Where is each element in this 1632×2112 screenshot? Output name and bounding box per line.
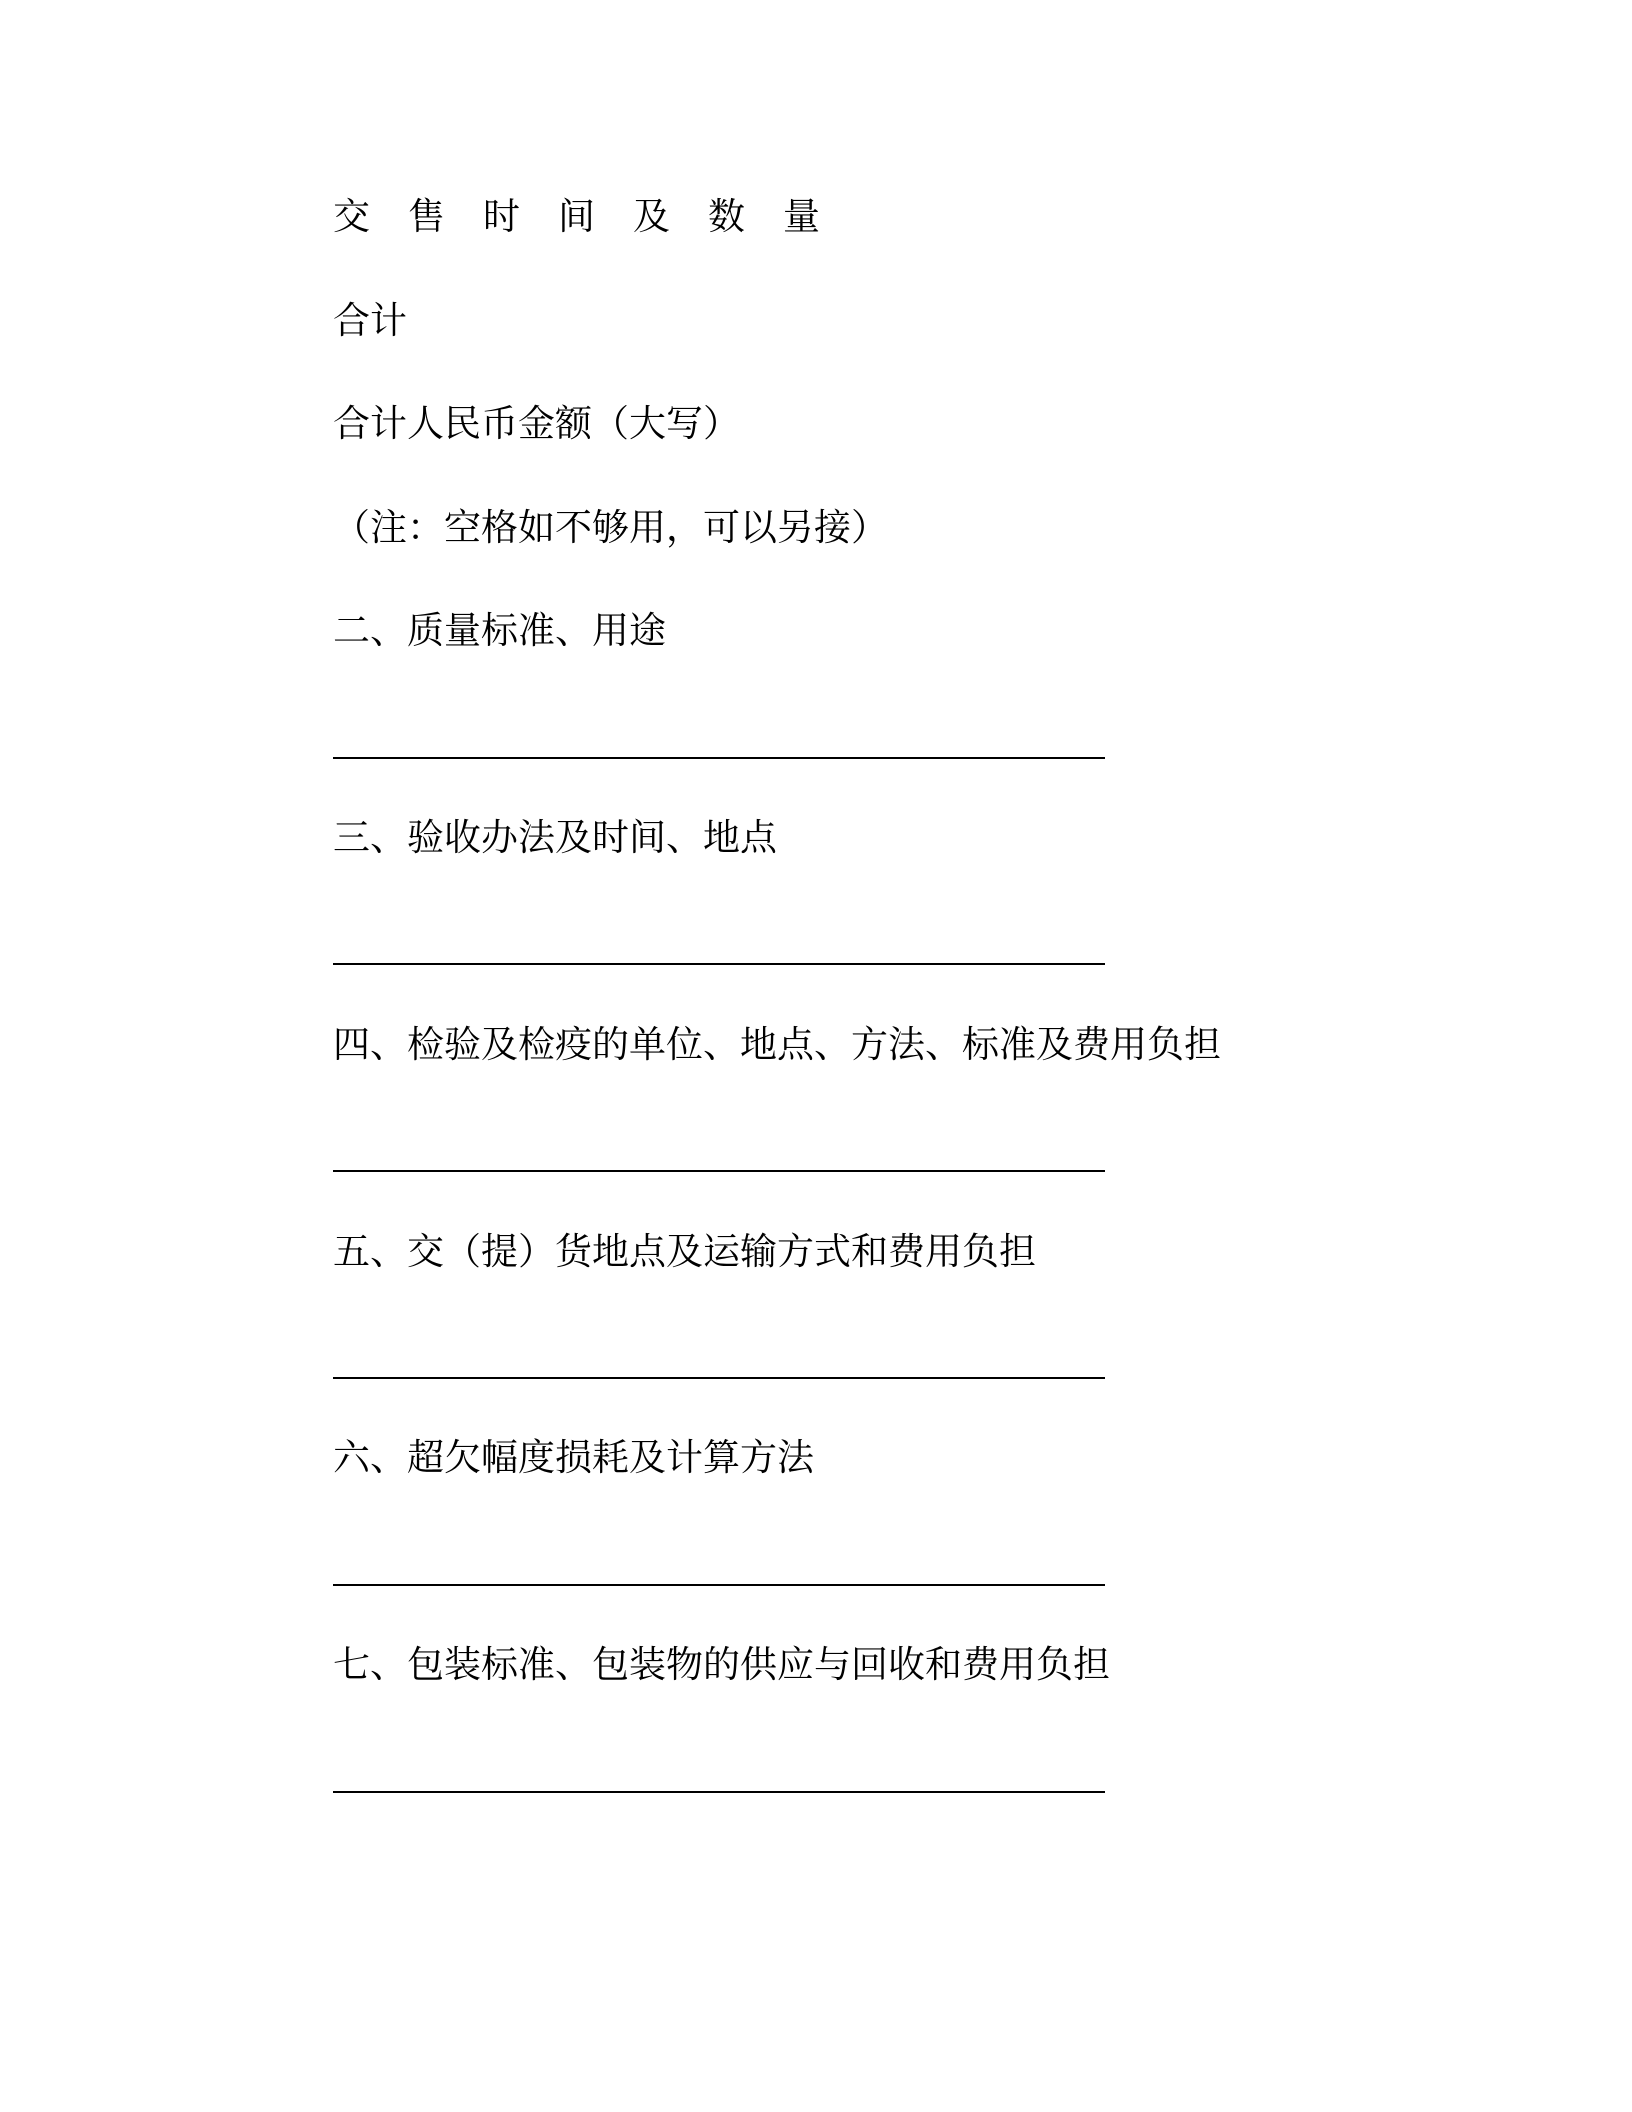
- section-title-delivery-transport: 五、交（提）货地点及运输方式和费用负担: [333, 1230, 1036, 1273]
- fill-in-blank-line[interactable]: [333, 757, 1105, 759]
- fill-in-blank-line[interactable]: [333, 1170, 1105, 1172]
- section-title-packaging: 七、包装标准、包装物的供应与回收和费用负担: [333, 1643, 1110, 1686]
- fill-in-blank-line[interactable]: [333, 1584, 1105, 1586]
- note-text: （注：空格如不够用，可以另接）: [333, 506, 888, 549]
- section-title-quality: 二、质量标准、用途: [333, 609, 666, 652]
- section-title-acceptance: 三、验收办法及时间、地点: [333, 816, 777, 859]
- section-title-loss-calculation: 六、超欠幅度损耗及计算方法: [333, 1436, 814, 1479]
- delivery-time-quantity-heading: 交售时间及数量: [333, 195, 858, 238]
- fill-in-blank-line[interactable]: [333, 1791, 1105, 1793]
- total-rmb-label: 合计人民币金额（大写）: [333, 402, 740, 445]
- section-title-inspection: 四、检验及检疫的单位、地点、方法、标准及费用负担: [333, 1023, 1221, 1066]
- fill-in-blank-line[interactable]: [333, 1377, 1105, 1379]
- fill-in-blank-line[interactable]: [333, 963, 1105, 965]
- total-label: 合计: [333, 299, 407, 342]
